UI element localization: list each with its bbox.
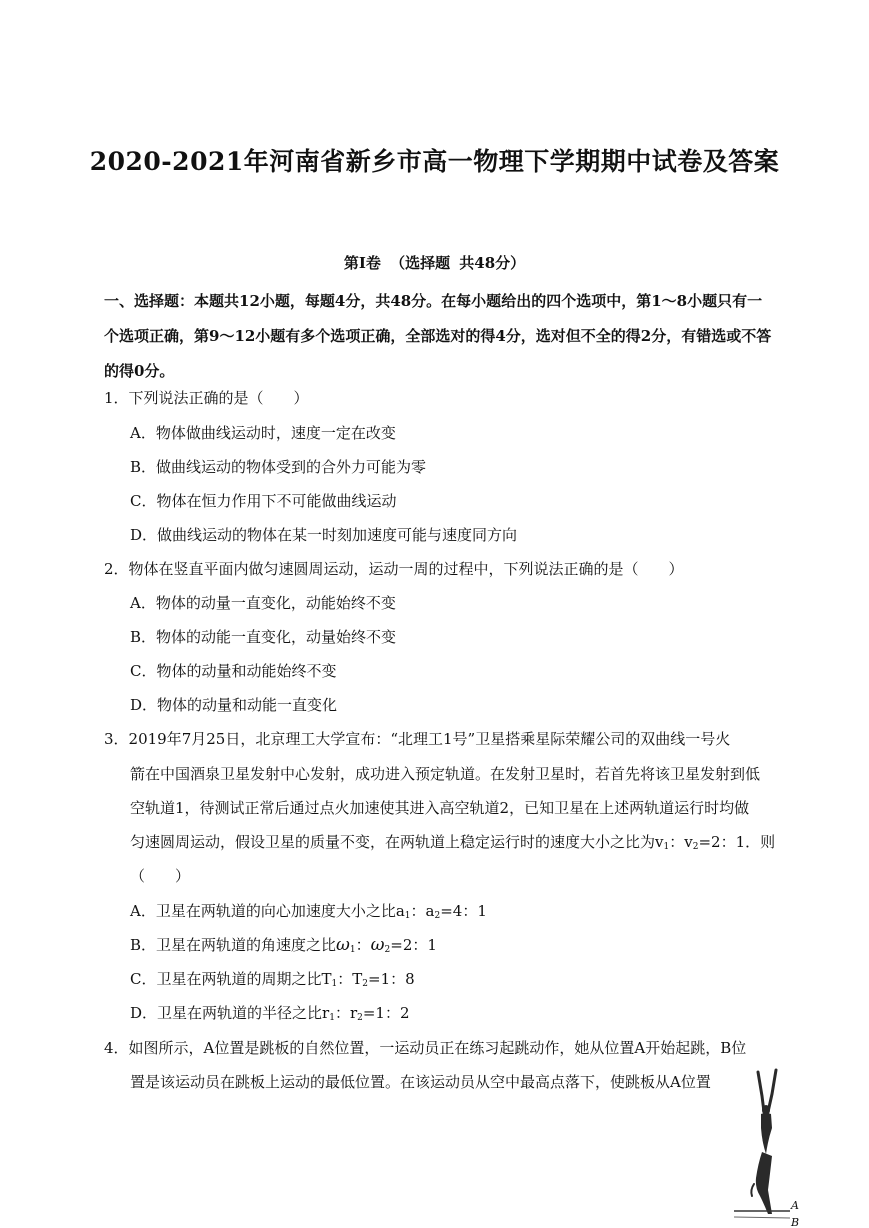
question-3-stem-line-4-text: 匀速圆周运动，假设卫星的质量不变，在两轨道上稳定运行时的速度大小之比为 — [130, 833, 656, 851]
diver-legs — [756, 1152, 772, 1214]
question-1-option-c: C．物体在恒力作用下不可能做曲线运动 — [130, 492, 397, 510]
label-b: B — [791, 1216, 800, 1228]
question-2-stem: 2．物体在竖直平面内做匀速圆周运动，运动一周的过程中，下列说法正确的是（ ） — [104, 560, 684, 578]
diver-springboard-figure — [728, 1066, 804, 1228]
label-a: A — [791, 1199, 799, 1212]
question-3-answer-blank: （ ） — [130, 867, 191, 885]
question-1-stem: 1．下列说法正确的是（ ） — [104, 389, 309, 407]
question-1-option-a: A．物体做曲线运动时，速度一定在改变 — [130, 424, 396, 442]
springboard-line-b — [734, 1217, 790, 1218]
question-1-option-d: D．做曲线运动的物体在某一时刻加速度可能与速度同方向 — [130, 526, 518, 544]
question-4-stem-line-1: 4．如图所示，A位置是跳板的自然位置，一运动员正在练习起跳动作，她从位置A开始起跳，B位 — [104, 1039, 747, 1057]
question-1-option-b: B．做曲线运动的物体受到的合外力可能为零 — [130, 458, 427, 476]
question-3-stem-line-3: 空轨道1，待测试正常后通过点火加速使其进入高空轨道2，已知卫星在上述两轨道运行时均做 — [130, 799, 750, 817]
section-instructions: 一、选择题：本题共12小题，每题4分，共48分。在每小题给出的四个选项中，第1～8小题只有一个选项正确，第9～12小题有多个选项正确，全部选对的得4分，选对但不全的得2分，有错选或不答的得0分。 — [104, 292, 772, 380]
diver-arm-right — [768, 1070, 776, 1112]
question-3-stem-line-2: 箭在中国酒泉卫星发射中心发射，成功进入预定轨道。在发射卫星时，若首先将该卫星发射到低 — [130, 765, 761, 783]
question-3-option-c: C．卫星在两轨道的周期之比$T_1$：$T_2=1$：8 — [130, 970, 415, 989]
question-3-option-a: A．卫星在两轨道的向心加速度大小之比$a_1$：$a_2=4$：1 — [130, 902, 487, 921]
question-2-option-c: C．物体的动量和动能始终不变 — [130, 662, 337, 680]
question-2-option-a: A．物体的动量一直变化，动能始终不变 — [130, 594, 396, 612]
diver-arm-left — [758, 1072, 764, 1112]
diver-torso — [761, 1113, 772, 1154]
question-4-stem-line-2: 置是该运动员在跳板上运动的最低位置。在该运动员从空中最高点落下，使跳板从A位置 — [130, 1073, 711, 1091]
question-2-option-d: D．物体的动量和动能一直变化 — [130, 696, 338, 714]
question-2-option-b: B．物体的动能一直变化，动量始终不变 — [130, 628, 397, 646]
question-3-option-b: B．卫星在两轨道的角速度之比$\omega_1$：$\omega_2=2$：1 — [130, 935, 437, 955]
speed-ratio: $v_1$：$v_2=2$：1．则 — [655, 833, 776, 852]
diver-foot — [751, 1184, 754, 1196]
section-title: 第Ⅰ卷 （选择题 共48分） — [343, 254, 526, 272]
question-3-option-d: D．卫星在两轨道的半径之比$r_1$：$r_2=1$：2 — [130, 1004, 410, 1023]
question-3-stem-line-4 — [130, 832, 775, 857]
question-3-stem-line-1: 3．2019年7月25日，北京理工大学宣布：“北理工1号”卫星搭乘星际荣耀公司的双曲线一号火 — [104, 730, 731, 748]
page-title: 2020-2021年河南省新乡市高一物理下学期期中试卷及答案 — [89, 147, 780, 176]
